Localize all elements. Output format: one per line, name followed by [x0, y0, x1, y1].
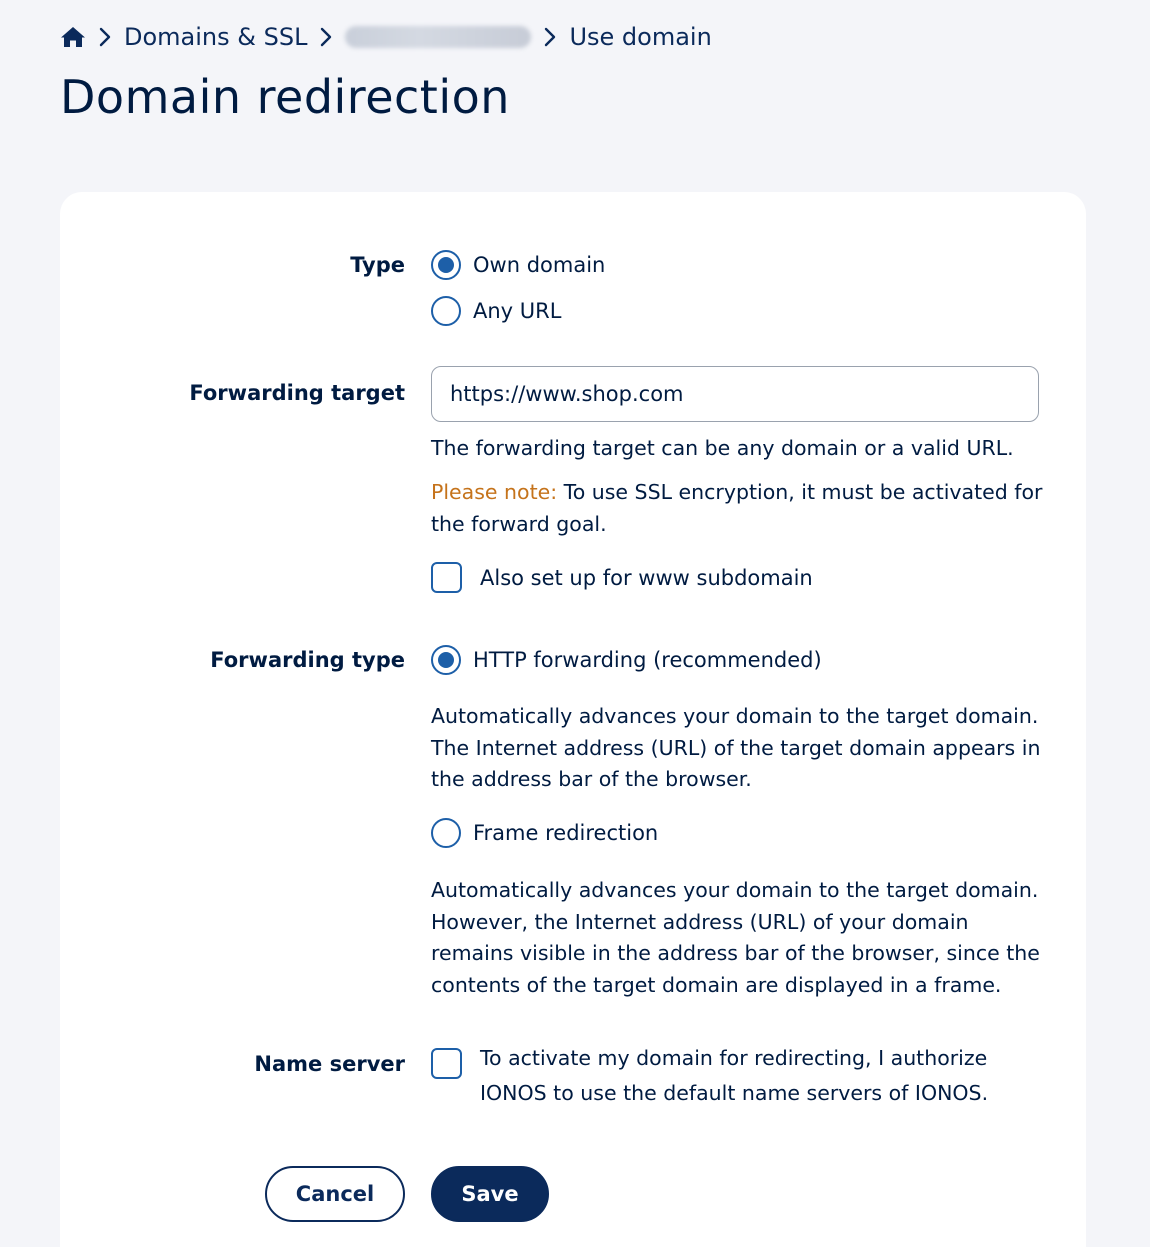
page-title: Domain redirection — [60, 70, 510, 124]
radio-own-domain-indicator[interactable] — [431, 250, 461, 280]
type-label: Type — [350, 253, 405, 277]
forwarding-target-input[interactable] — [431, 366, 1039, 422]
http-forwarding-description: Automatically advances your domain to the target domain. The Internet address (URL) of the target domain appears in the address bar of the browser. — [431, 704, 1041, 791]
radio-frame-redirection[interactable] — [431, 818, 658, 848]
forwarding-target-label: Forwarding target — [189, 381, 405, 405]
forwarding-target-help: The forwarding target can be any domain or a valid URL. — [431, 436, 1014, 460]
frame-redirection-description: Automatically advances your domain to the target domain. However, the Internet address (URL) of your domain remains visible in the address bar of the browser, since the contents of the target domain are displayed in a frame. — [431, 878, 1040, 997]
save-button[interactable]: Save — [431, 1166, 549, 1222]
breadcrumb-domains-ssl[interactable]: Domains & SSL — [124, 23, 308, 51]
name-server-checkbox-label: To activate my domain for redirecting, I authorize IONOS to use the default name servers of IONOS. — [480, 1046, 989, 1105]
radio-frame-redirection-label: Frame redirection — [473, 821, 659, 845]
breadcrumb-domain-redacted[interactable] — [345, 26, 531, 48]
breadcrumb — [60, 20, 712, 54]
home-icon[interactable] — [60, 24, 86, 50]
www-subdomain-label: Also set up for www subdomain — [480, 565, 813, 590]
name-server-label: Name server — [254, 1052, 405, 1076]
radio-any-url-indicator[interactable] — [431, 296, 461, 326]
chevron-right-icon — [98, 26, 112, 48]
radio-any-url-label: Any URL — [473, 299, 562, 323]
radio-own-domain[interactable] — [431, 250, 605, 280]
ssl-note-label: Please note: — [431, 480, 558, 504]
chevron-right-icon — [319, 26, 333, 48]
breadcrumb-current: Use domain — [569, 23, 712, 51]
cancel-button[interactable]: Cancel — [265, 1166, 405, 1222]
radio-own-domain-label: Own domain — [473, 253, 606, 277]
radio-http-forwarding-indicator[interactable] — [431, 645, 461, 675]
name-server-checkbox[interactable] — [431, 1048, 462, 1079]
radio-http-forwarding[interactable] — [431, 645, 822, 675]
forwarding-type-label: Forwarding type — [210, 648, 405, 672]
ssl-note — [431, 477, 1051, 540]
radio-frame-redirection-indicator[interactable] — [431, 818, 461, 848]
www-subdomain-option[interactable] — [431, 562, 813, 593]
name-server-option[interactable] — [431, 1048, 1020, 1111]
chevron-right-icon — [543, 26, 557, 48]
www-subdomain-checkbox[interactable] — [431, 562, 462, 593]
radio-http-forwarding-label: HTTP forwarding (recommended) — [473, 648, 822, 672]
ssl-note-text: To use SSL encryption, it must be activated for the forward goal. — [431, 480, 1043, 536]
radio-any-url[interactable] — [431, 296, 561, 326]
